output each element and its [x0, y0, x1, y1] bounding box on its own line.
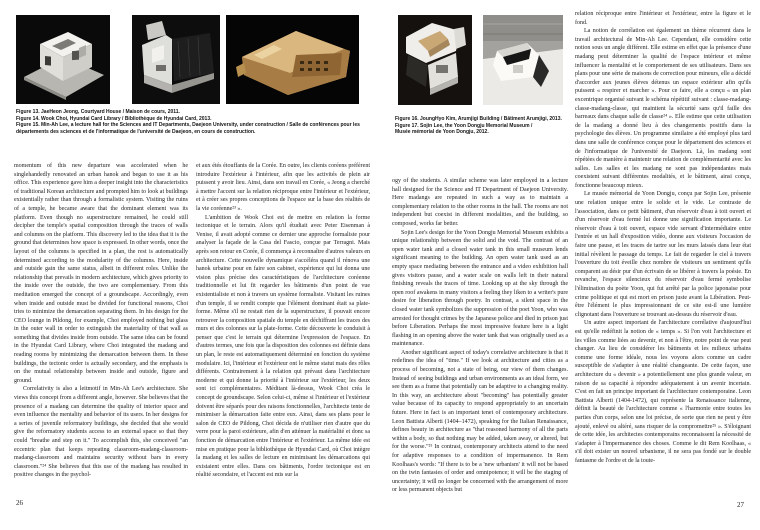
- left-french-column: [196, 162, 370, 506]
- caption-figure-14: Figure 14. Wook Choi, Hyundai Card Library / Bibliothèque de Hyundai Card, 2013.: [16, 115, 212, 122]
- right-english-column: [392, 177, 568, 507]
- body-paragraph: Un autre aspect important de l'architecture corrélative d'aujourd'hui est qu'elle redéfinit la notion de « temps ». Si l'on voit l'architecture et les villes comme liées au devenir, et non à l'être, notre point de vue peut changer. Au lieu de considérer les bâtiments et les milieux urbains comme une forme idéale, nous les voyons alors comme un cadre susceptible de s'adapter à une réalité changeante. De cette façon, une architecture du « devenir » a potentiellement une plus grande valeur, en raison de sa capacité à répondre adéquatement à un avenir incertain. C'est en fait un principe important de l'architecture contemporaine. Leon Battista Alberti (1404-1472), qui représente la Renaissance italienne, définit la beauté de l'architecture comme « l'harmonie entre toutes les parties d'un corps, selon une loi précise, de sorte que rien ne peut y être ajouté, enlevé ou altéré, sans risquer de la compromettre²⁵ ». S'éloignant de cette idée, les architectes contemporains reconnaissent la nécessité de s'adapter à l'impermanence des choses. Comme le dit Rem Koolhaas, « s'il doit exister un nouvel urbanisme, il ne sera pas fondé sur le double fantasme de l'ordre et de la toute-: [575, 320, 751, 464]
- body-paragraph: La notion de corrélation est également un thème récurrent dans le travail architectural de Min-Ah Lee. Cependant, elle considère cette notion sous un angle différent. Elle estime en effet que la présence d'une madang peut déterminer la qualité de l'espace intérieur et même influencer la mentalité et le comportement de ses utilisateurs. Dans ses plans pour une série de maisons de correction pour mineurs, elle a décidé d'accorder aux jeunes élèves détenus un espace extérieur afin qu'ils puissent « respirer et marcher ». Pour ce faire, elle a conçu « un plan excentrique organisé suivant le schéma répétitif suivant : classe-madang-classe-madang-classe, qui maintient la sécurité sans qu'il faille des barreaux dans chaque salle de classe²⁴ ». Elle estime que cette utilisation de la madang a donné lieu à des changements positifs dans la psychologie des élèves. Un programme similaire a été employé plus tard dans une salle de conférence conçue pour le département des sciences et de l'informatique de l'université de Daejeon. Là, les madang sont répétées de manière à maintenir une relation de complémentarité avec les salles. Les salles et les madang ne sont pas indépendantes mais coexistent suivant différentes modalités, et le bâtiment, ainsi conçu, fonctionne beaucoup mieux.: [575, 28, 751, 189]
- body-paragraph: Another significant aspect of today's correlative architecture is that it redefines the idea of "time." If we look at architecture and cities as a process of becoming, not a state of being, our view of them changes. Instead of seeing buildings and urban environments as an ideal form, we see them as a frame that potentially can be adaptive to a changing reality. In this way, an architecture about "becoming" has potentially greater value because of its capacity to respond appropriately to an uncertain future. Here in fact is an important tenet of contemporary architecture. Leon Battista Alberti (1404–1472), speaking for the Italian Renaissance, defines beauty in architecture as "that reasoned harmony of all the parts within a body, so that nothing may be added, taken away, or altered, but for the worse."²⁵ In contrast, contemporary architects attend to the need for adaptive responses to a condition of impermanence. In Rem Koolhaas's words: "If there is to be a 'new urbanism' it will not be based on the twin fantasies of order and omnipotence; it will be the staging of uncertainty; it will no longer be concerned with the arrangement of more or less permanent objects but: [392, 349, 568, 494]
- figure-captions-left: [16, 109, 368, 135]
- right-page: [380, 0, 760, 530]
- caption-figure-15: Figure 15. Min-Ah Lee, a lecture hall for the Sciences and IT Departments, Daejeon University, under construction / Salle de conférences pour les départements des sciences et de l'informatique de l'université de Daejeon, en cours de construction.: [16, 122, 360, 135]
- figure-15-image: [226, 15, 359, 104]
- figure-captions-right: [395, 116, 575, 136]
- body-paragraph: relation réciproque entre l'intérieur et l'extérieur, entre la figure et le fond.: [575, 11, 751, 26]
- body-paragraph: L'ambition de Wook Choi est de mettre en relation la forme tectonique et le terrain. Alors qu'il étudiait avec Peter Eisenman à Venise, il avait adopté comme ce dernier une approche formaliste pour analyser la façade de la Casa del Fascio, conçue par Terragni. Mais après son retour en Corée, il commença à reconnaître d'autres valeurs en architecture. Cette nouvelle dynamique s'accéléra quand il rénova une hanok urbaine pour en faire son cabinet, expérience qui lui donna une vision plus précise des caractéristiques de l'architecture coréenne traditionnelle et lui fit regarder les bâtiments d'un point de vue existentialiste et non à travers un système formaliste. Visitant les ruines d'un temple, il se rendit compte que l'élément dominant était sa plate-forme. Même s'il ne restait rien de la superstructure, il pouvait encore retrouver la composition spatiale du temple en déchiffrant les traces des murs et des colonnes sur la plate-forme. Cette découverte le conduisit à penser que c'est le terrain qui détermine l'expression de l'espace. En d'autres termes, une fois que la disposition des colonnes est définie dans un plan, le reste est automatiquement déterminé en fonction du système modulaire. Ici, l'intérieur et l'extérieur ont le même statut mais des rôles différents. Contrairement à la relation qui prévaut dans l'architecture moderne et qui donne la priorité à l'intérieur sur l'extérieur, les deux sont ici complémentaires. Méditant là-dessus, Wook Choi créa le concept de groundscape. Selon celui-ci, même si l'intérieur et l'extérieur doivent être séparés pour des raisons fonctionnelles, l'architecte tente de minimiser la démarcation faite entre eux. Ainsi, dans ses plans pour le salon de CEO de Pildong, Choi décida de n'utiliser rien d'autre que du verre pour la paroi extérieure, afin d'en atténuer la matérialité et donc sa fonction de démarcation entre l'intérieur et l'extérieur. La même idée est mise en pratique pour la bibliothèque de Hyundai Card, où Choi intègre la madang et les salles de lecture en minimisant les démarcations qui existaient entre elles. Dans ces bâtiments, l'ordre tectonique est en réalité secondaire, et l'accent est mis sur la: [196, 214, 370, 479]
- body-paragraph: Sojin Lee's design for the Yoon Dongju Memorial Museum exhibits a unique relationship between the solid and the void. The contrast of an open water tank and a closed water tank in this small museum lends significant meaning to the building. An open water tank used as an empty space mediating between the entrance and a video exhibition hall gives visitors pause, and a water scale on walls left in their natural finishing reveals the traces of time. Looking up at the sky through the open roof awakens in many visitors a feeling they liken to a writer's pure desire for liberation through poetry. In contrast, a silent space in the closed water tank symbolizes the suppression of the poet Yoon, who was arrested for thought crimes by the Japanese police and died in prison just before Liberation. Perhaps the most impressive feature here is a light flashing in an opening above the water tank that was originally used as a maintenance.: [392, 229, 568, 348]
- page-number-left: 26: [16, 499, 23, 507]
- figure-16: [398, 15, 472, 105]
- figure-13-image: [16, 15, 110, 104]
- caption-figure-13: Figure 13. JaeHeon Jeong, Courtyard House / Maison de cours, 2011.: [16, 109, 180, 115]
- figure-14-image: [132, 15, 220, 104]
- figure-13: [16, 15, 110, 104]
- body-paragraph: Le musée mémorial de Yoon Dongju, conçu par Sojin Lee, présente une relation unique entre le solide et le vide. Le contraste de l'association, dans ce petit bâtiment, d'un réservoir d'eau à toit ouvert et d'un réservoir d'eau fermé lui donne une signification importante. Le réservoir d'eau à toit ouvert, espace vide servant d'intermédiaire entre l'entrée et un hall d'exposition vidéo, donne aux visiteurs l'occasion de faire une pause, et les traces de tartre sur les murs laissés dans leur état initial révèlent le passage du temps. Le fait de regarder le ciel à travers l'ouverture du toit éveille chez nombre de visiteurs un sentiment qu'ils comparent au désir pur d'un écrivain de se libérer à travers la poésie. En revanche, l'espace silencieux du réservoir d'eau fermé symbolise l'élimination du poète Yoon, qui fut arrêté par la police japonaise pour crime politique et qui est mort en prison juste avant la Libération. Peut-être l'élément le plus impressionnant de ce site est-il une lumière clignotant dans l'ouverture se trouvant au-dessus du réservoir d'eau.: [575, 191, 751, 318]
- figure-17-image: [483, 15, 563, 105]
- figure-17: [483, 15, 563, 105]
- caption-figure-17: Figure 17. Sojin Lee, the Yoon Dongju Memorial Museum /: [395, 122, 533, 129]
- caption-figure-17-line2: Musée mémorial de Yoon Dongju, 2012.: [395, 129, 489, 136]
- body-paragraph: momentum of this new departure was accelerated when he singlehandedly renovated an urban hanok and began to use it as his office. This experience gave him a deeper insight into the characteristics of traditional Korean architecture and prompted him to look at buildings existentially rather than through a formalistic system. Visiting the ruins of a temple, he became aware that the dominant element was its platform. Even though no superstructure remained, he could still decipher the temple's spatial composition through the traces of walls and columns on the platform. This discovery led to the idea that it is the ground that determines how space is expressed. In other words, once the layout of the columns is specified in a plan, the rest is automatically determined according to the modularity of the columns. Here, inside and outside gain the same status, albeit in different roles. Unlike the relationship that prevails in modern architecture, which gives priority to the inside over the outside, the two are complementary. From this meditation emerged the concept of a groundscape. Accordingly, even when inside and outside must be divided for functional reasons, Choi tries to minimize the demarcation separating them. In his design for the CEO lounge in Pildong, for example, Choi employed nothing but glass in the outer wall in order to extinguish the materiality of that wall as something that divides inside from outside. The same idea can be found in the Hyundai Card Library, where Choi integrated the madang and reading rooms by minimizing the demarcation between them. In these buildings, the tectonic order is actually secondary, and the emphasis is on the mutual relationship between inside and outside, figure and ground.: [14, 163, 188, 384]
- body-paragraph: et aux étés étouffants de la Corée. En outre, les clients coréens préfèrent introduire l'extérieur à l'intérieur, afin que les activités de plein air puissent y avoir lieu. Ainsi, dans son travail en Corée, « Jeong a cherché à mettre l'accent sur la relation réciproque entre l'intérieur et l'extérieur, et à créer ses propres conceptions de l'espace sur la base des réalités de la vie coréenne²³ ».: [196, 163, 370, 212]
- figure-15: [226, 15, 359, 104]
- caption-figure-16: Figure 16. JoungHyo Kim, Arumjigi Building / Bâtiment Arumjigi, 2013.: [395, 116, 562, 122]
- figure-14: [132, 15, 220, 104]
- body-paragraph: ogy of the students. A similar scheme was later employed in a lecture hall designed for the Science and IT Department of Daejeon University. Here madangs are repeated in such a way as to maintain a complementary relation to the other rooms in the hall. The rooms are not independent but coexist in different modalities, and the building, so composed, works far better.: [392, 178, 568, 227]
- left-english-column: [14, 162, 188, 488]
- right-french-column: [575, 10, 751, 496]
- page-number-right: 27: [737, 501, 744, 509]
- body-paragraph: Correlativity is also a leitmotif in Min-Ah Lee's architecture. She views this concept from a different angle, however. She believes that the presence of a madang can determine the quality of interior space and even influence the mentality and behavior of its users. In her designs for a series of juvenile reformatory buildings, she decided that she would give the reformatory students access to an external space so that they could "breathe and step on it." To accomplish this, she conceived "an eccentric plan that keeps repeating classroom-madang-classroom-madang-classroom and maintains security without bars in every classroom."²⁴ She believes that this use of the madang has resulted in positive changes in the psychol-: [14, 386, 188, 479]
- figure-16-image: [398, 15, 472, 105]
